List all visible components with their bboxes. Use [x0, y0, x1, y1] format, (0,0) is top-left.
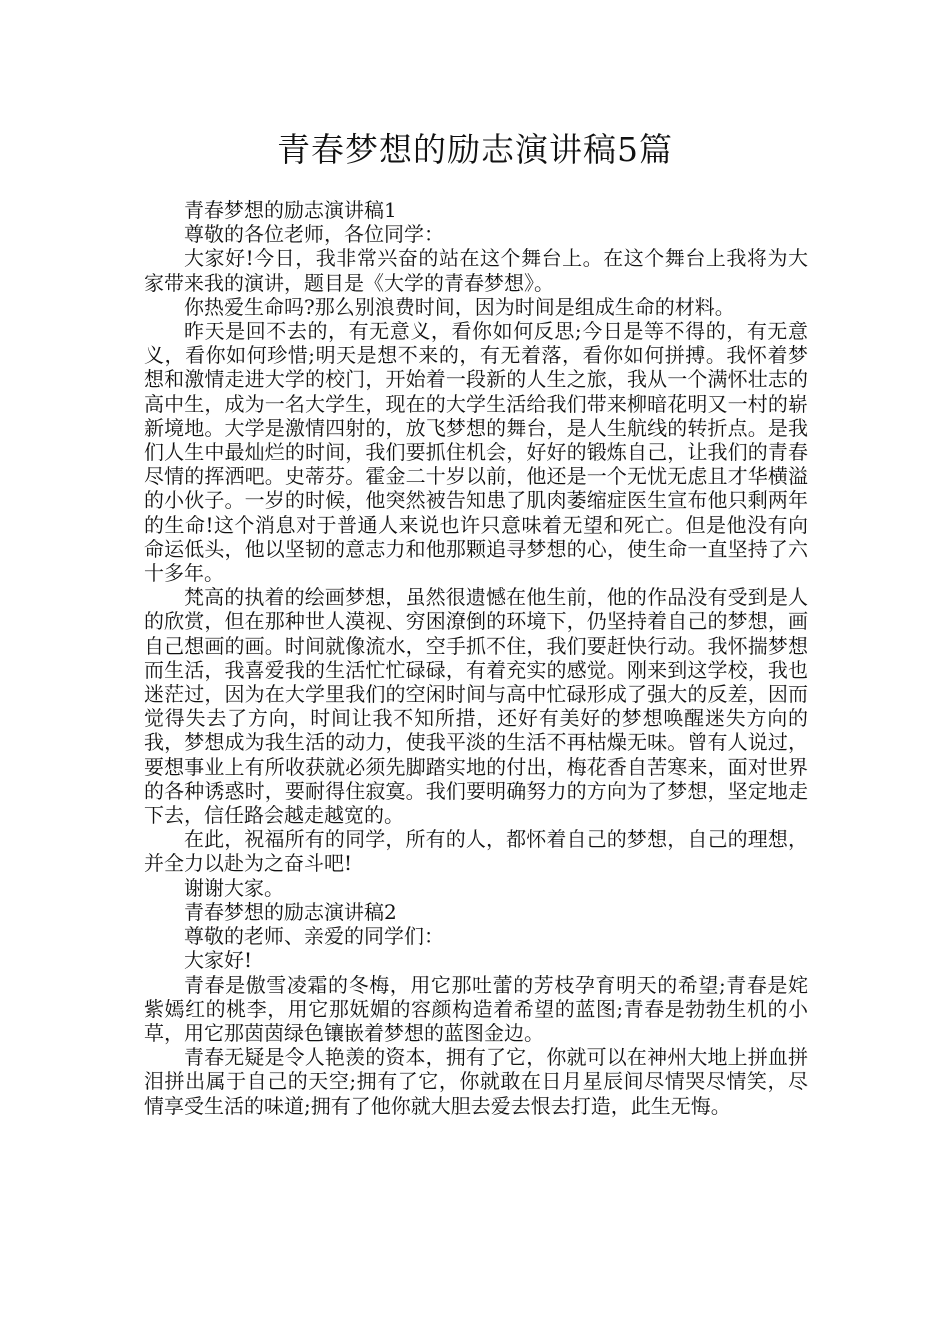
paragraph: 梵高的执着的绘画梦想，虽然很遗憾在他生前，他的作品没有受到是人的欣赏，但在那种世人漠视、穷困潦倒的环境下，仍坚持着自己的梦想，画自己想画的画。时间就像流水，空手抓不住，我们要赶快行动。我怀揣梦想而生活，我喜爱我的生活忙忙碌碌，有着充实的感觉。刚来到这学校，我也迷茫过，因为在大学里我们的空闲时间与高中忙碌形成了强大的反差，因而觉得失去了方向，时间让我不知所措，还好有美好的梦想唤醒迷失方向的我，梦想成为我生活的动力，使我平淡的生活不再枯燥无味。曾有人说过，要想事业上有所收获就必须先脚踏实地的付出，梅花香自苦寒来，面对世界的各种诱惑时，要耐得住寂寞。我们要明确努力的方向为了梦想，坚定地走下去，信任路会越走越宽的。 — [144, 585, 808, 828]
paragraph: 昨天是回不去的，有无意义，看你如何反思;今日是等不得的，有无意义，看你如何珍惜;明天是想不来的，有无着落，看你如何拼搏。我怀着梦想和激情走进大学的校门，开始着一段新的人生之旅，我从一个满怀壮志的高中生，成为一名大学生，现在的大学生活给我们带来柳暗花明又一村的崭新境地。大学是激情四射的，放飞梦想的舞台，是人生航线的转折点。是我们人生中最灿烂的时间，我们要抓住机会，好好的锻炼自己，让我们的青春尽情的挥洒吧。史蒂芬。霍金二十岁以前，他还是一个无忧无虑且才华横溢的小伙子。一岁的时候，他突然被告知患了肌肉萎缩症医生宣布他只剩两年的生命!这个消息对于普通人来说也许只意味着无望和死亡。但是他没有向命运低头，他以坚韧的意志力和他那颗追寻梦想的心，使生命一直坚持了六十多年。 — [144, 319, 808, 586]
salutation: 尊敬的各位老师，各位同学： — [184, 222, 444, 247]
paragraph: 在此，祝福所有的同学，所有的人，都怀着自己的梦想，自己的理想，并全力以赴为之奋斗吧! — [144, 827, 808, 876]
paragraph: 青春是傲雪凌霜的冬梅，用它那吐蕾的芳枝孕育明天的希望;青春是姹紫嫣红的桃李，用它那妩媚的容颜构造着希望的蓝图;青春是勃勃生机的小草，用它那茵茵绿色镶嵌着梦想的蓝图金边。 — [144, 972, 808, 1045]
document-title: 青春梦想的励志演讲稿5篇 — [277, 130, 673, 169]
greeting: 大家好! — [184, 948, 253, 973]
paragraph: 大家好!今日，我非常兴奋的站在这个舞台上。在这个舞台上我将为大家带来我的演讲，题目是《大学的青春梦想》。 — [144, 246, 808, 295]
paragraph: 你热爱生命吗?那么别浪费时间，因为时间是组成生命的材料。 — [184, 294, 735, 319]
closing: 谢谢大家。 — [184, 875, 284, 900]
section-heading-1: 青春梦想的励志演讲稿1 — [184, 198, 397, 222]
salutation: 尊敬的老师、亲爱的同学们： — [184, 924, 444, 949]
paragraph: 青春无疑是令人艳羡的资本，拥有了它，你就可以在神州大地上拼血拼泪拼出属于自己的天空;拥有了它，你就敢在日月星辰间尽情哭尽情笑，尽情享受生活的味道;拥有了他你就大胆去爱去恨去打造，此生无悔。 — [144, 1045, 808, 1118]
section-heading-2: 青春梦想的励志演讲稿2 — [184, 899, 397, 924]
document-body — [144, 198, 808, 1118]
